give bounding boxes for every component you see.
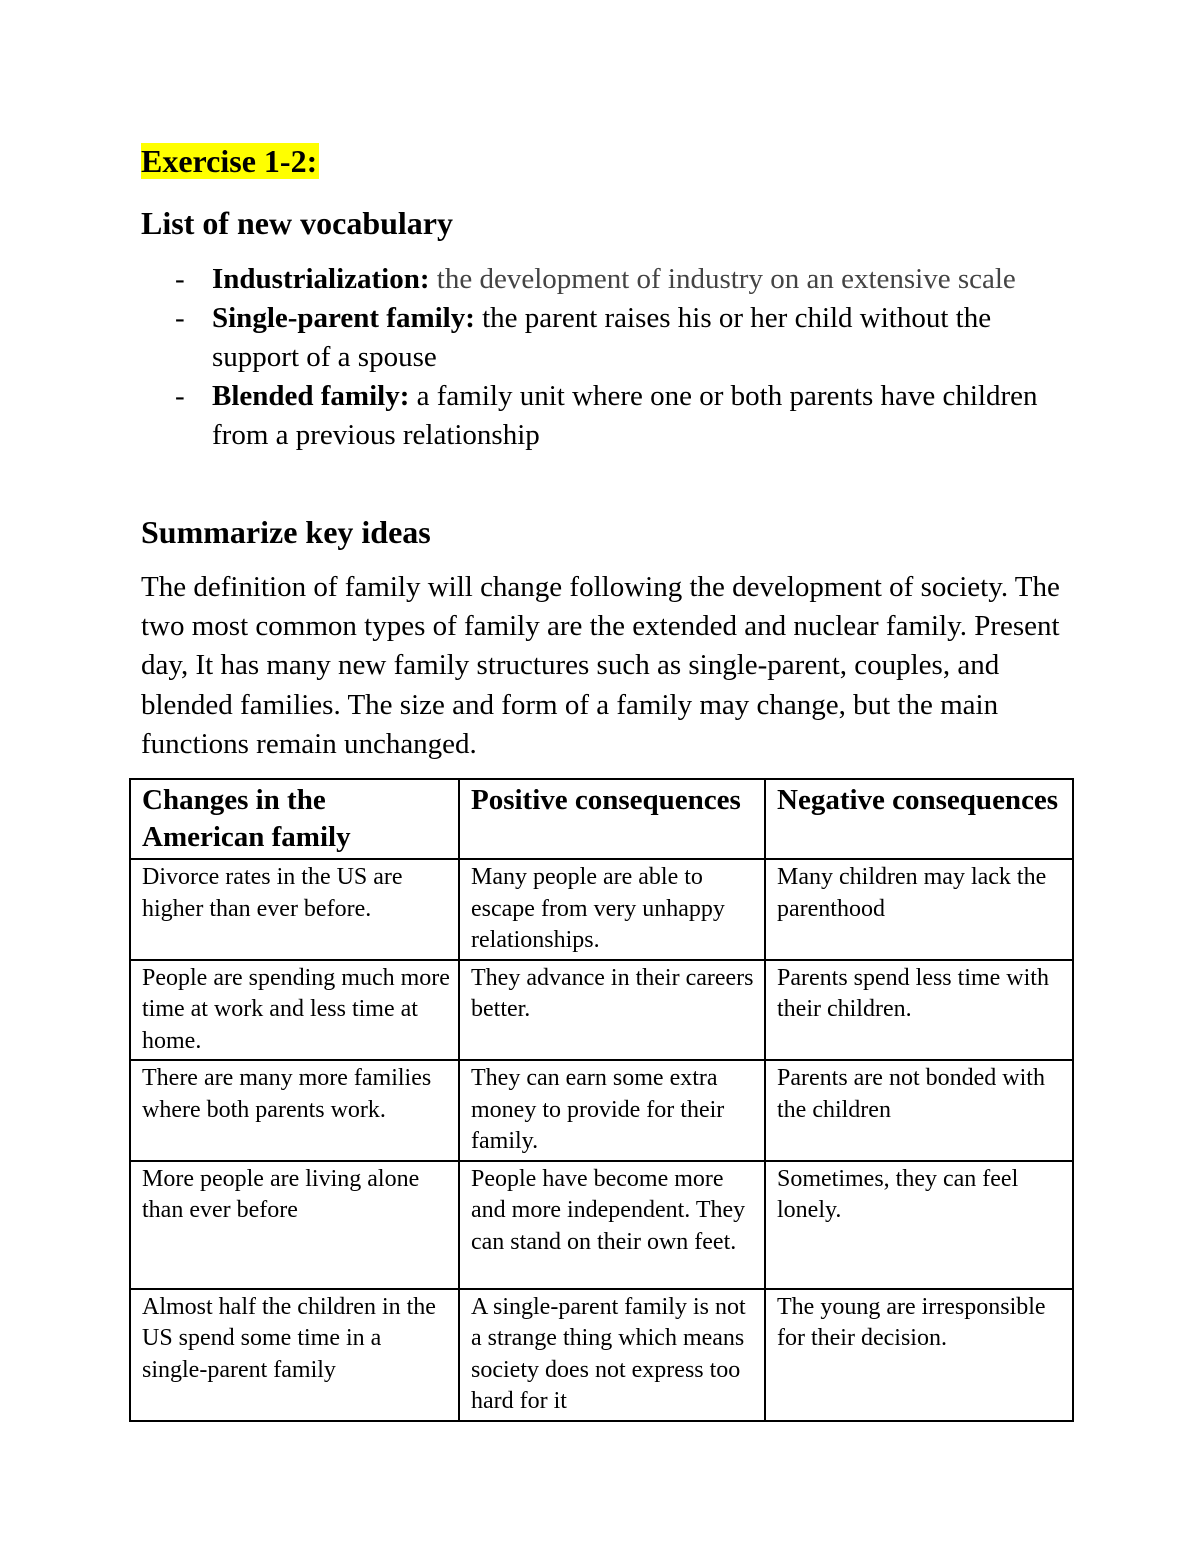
table-cell: Parents spend less time with their children. xyxy=(765,960,1073,1061)
vocabulary-list xyxy=(141,260,1071,455)
table-cell: There are many more families where both parents work. xyxy=(130,1060,459,1161)
table-cell: People have become more and more independent. They can stand on their own feet. xyxy=(459,1161,765,1289)
table-cell: The young are irresponsible for their decision. xyxy=(765,1289,1073,1421)
list-dash: - xyxy=(175,380,185,412)
table-cell: Divorce rates in the US are higher than ever before. xyxy=(130,859,459,960)
table-cell: Many people are able to escape from very unhappy relationships. xyxy=(459,859,765,960)
vocabulary-term: Single-parent family: xyxy=(212,302,475,334)
list-dash: - xyxy=(175,263,185,295)
vocabulary-item xyxy=(141,377,1071,455)
exercise-title-highlight: Exercise 1-2: xyxy=(141,143,318,179)
family-changes-table xyxy=(129,778,1074,1422)
table-header-cell: Positive consequences xyxy=(459,779,765,859)
table-cell: More people are living alone than ever before xyxy=(130,1161,459,1289)
table-header-row xyxy=(130,779,1073,859)
table-cell: Parents are not bonded with the children xyxy=(765,1060,1073,1161)
table-cell: They can earn some extra money to provide for their family. xyxy=(459,1060,765,1161)
vocabulary-heading: List of new vocabulary xyxy=(141,205,453,241)
table-cell: Sometimes, they can feel lonely. xyxy=(765,1161,1073,1289)
table-header-cell: Changes in the American family xyxy=(130,779,459,859)
exercise-title xyxy=(141,139,319,183)
vocabulary-item xyxy=(141,299,1071,377)
table-cell: Many children may lack the parenthood xyxy=(765,859,1073,960)
vocabulary-item xyxy=(141,260,1071,299)
summary-heading: Summarize key ideas xyxy=(141,514,431,550)
list-dash: - xyxy=(175,302,185,334)
table-header-cell: Negative consequences xyxy=(765,779,1073,859)
summary-paragraph: The definition of family will change following the development of society. The two most common types of family are the extended and nuclear family. Present day, It has many new family structures such as single-parent, couples, and blended families. The size and form of a family may change, but the main functions remain unchanged. xyxy=(141,571,1060,760)
table-row xyxy=(130,859,1073,960)
table-cell: A single-parent family is not a strange thing which means society does not express too hard for it xyxy=(459,1289,765,1421)
table-cell: People are spending much more time at work and less time at home. xyxy=(130,960,459,1061)
table-cell: Almost half the children in the US spend some time in a single-parent family xyxy=(130,1289,459,1421)
vocabulary-definition: the parent raises his or her child without the support of a spouse xyxy=(212,302,992,373)
vocabulary-definition: a family unit where one or both parents have children from a previous relationship xyxy=(212,380,1038,451)
vocabulary-term: Industrialization: xyxy=(212,263,430,295)
vocabulary-term: Blended family: xyxy=(212,380,410,412)
table-cell: They advance in their careers better. xyxy=(459,960,765,1061)
table-row xyxy=(130,1161,1073,1289)
vocabulary-definition: the development of industry on an extensive scale xyxy=(436,263,1016,295)
table-row xyxy=(130,1289,1073,1421)
table-row xyxy=(130,1060,1073,1161)
table-row xyxy=(130,960,1073,1061)
